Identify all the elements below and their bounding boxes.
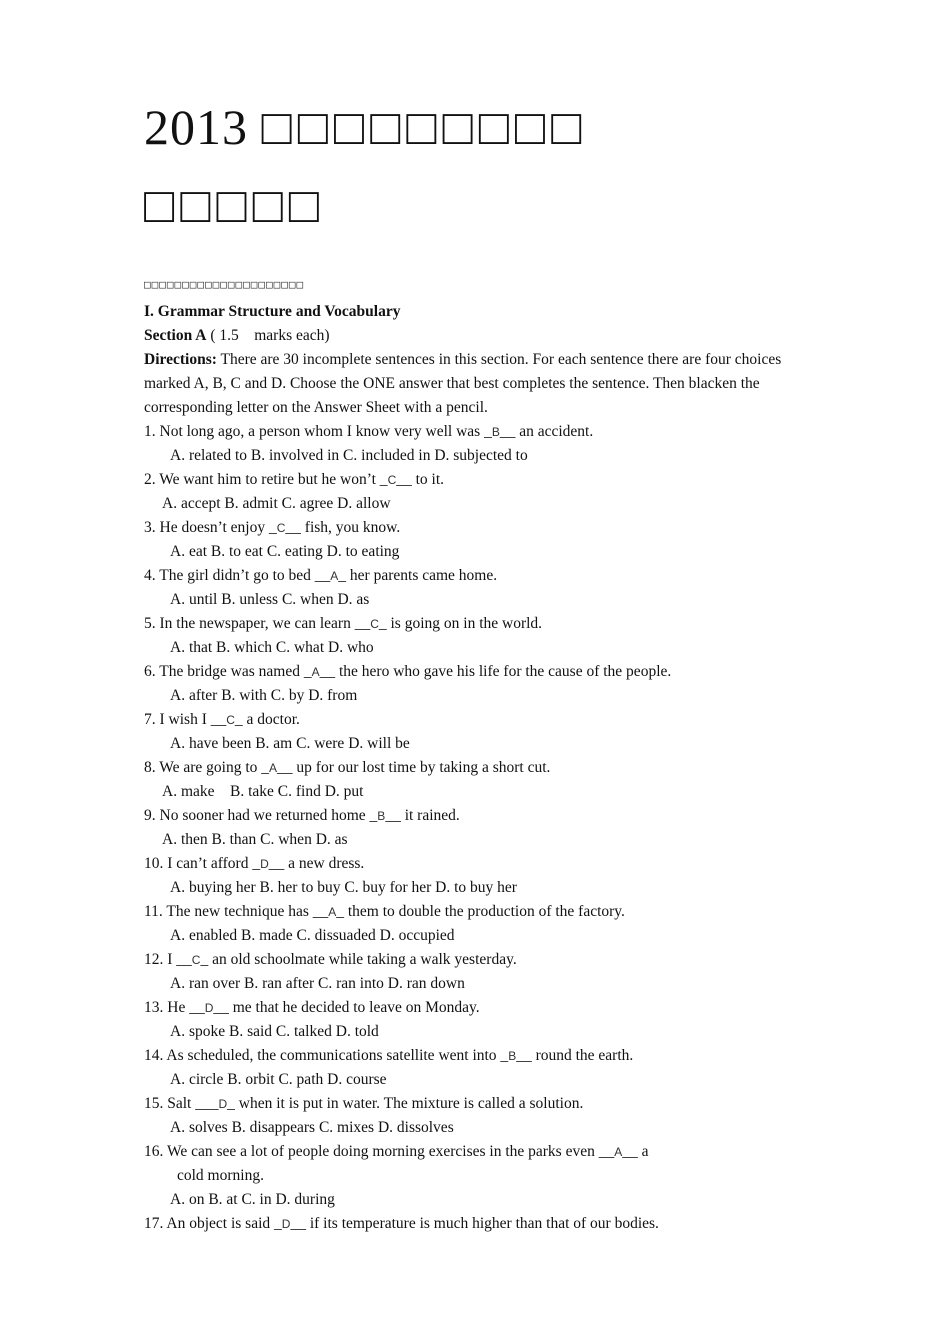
- question-text-after: __ to it.: [396, 471, 445, 488]
- question-17: [144, 1212, 804, 1236]
- question-item: [144, 804, 804, 828]
- question-options: A. accept B. admit C. agree D. allow: [162, 495, 391, 512]
- question-text: 9. No sooner had we returned home _: [144, 807, 378, 824]
- answer-letter: C: [276, 521, 286, 535]
- question-text: 1. Not long ago, a person whom I know very well was _: [144, 423, 492, 440]
- question-text-after: _ an old schoolmate while taking a walk yesterday.: [200, 951, 517, 968]
- question-options: A. enabled B. made C. dissuaded D. occupied: [170, 927, 455, 944]
- question-text: 13. He __: [144, 999, 205, 1016]
- question-text-after: __ if its temperature is much higher than that of our bodies.: [290, 1215, 659, 1232]
- question-options: A. have been B. am C. were D. will be: [170, 735, 410, 752]
- question-options: A. circle B. orbit C. path D. course: [170, 1071, 387, 1088]
- question-options: A. related to B. involved in C. included in D. subjected to: [170, 447, 528, 464]
- question-text-after: __ a: [622, 1143, 649, 1160]
- page-title: [144, 88, 844, 244]
- answer-letter: C: [191, 953, 201, 967]
- question-text: 15. Salt ___: [144, 1095, 219, 1112]
- question-options: A. solves B. disappears C. mixes D. dissolves: [170, 1119, 454, 1136]
- question-text-after: _ her parents came home.: [338, 567, 498, 584]
- question-text-after: __ an accident.: [499, 423, 594, 440]
- answer-letter: A: [614, 1145, 623, 1159]
- question-text-after: _ them to double the production of the factory.: [336, 903, 625, 920]
- question-text: 8. We are going to _: [144, 759, 270, 776]
- question-options: A. spoke B. said C. talked D. told: [170, 1023, 379, 1040]
- question-text-after: __ up for our lost time by taking a short cut.: [277, 759, 551, 776]
- answer-letter: B: [377, 809, 386, 823]
- question-text-after: _ when it is put in water. The mixture is called a solution.: [227, 1095, 584, 1112]
- question-options: A. ran over B. ran after C. ran into D. ran down: [170, 975, 465, 992]
- question-text: 2. We want him to retire but he won’t _: [144, 471, 388, 488]
- answer-letter: D: [281, 1217, 291, 1231]
- section-a-label: Section A: [144, 327, 207, 344]
- answer-letter: B: [508, 1049, 517, 1063]
- question-text-after: __ fish, you know.: [285, 519, 401, 536]
- question-text-after: __ it rained.: [385, 807, 460, 824]
- question-item: [144, 1092, 804, 1116]
- answer-letter: C: [387, 473, 397, 487]
- section-heading: I. Grammar Structure and Vocabulary: [144, 303, 401, 320]
- question-options: A. until B. unless C. when D. as: [170, 591, 370, 608]
- question-text: 7. I wish I __: [144, 711, 227, 728]
- question-text: 3. He doesn’t enjoy _: [144, 519, 277, 536]
- answer-letter: D: [218, 1097, 228, 1111]
- directions-text: There are 30 incomplete sentences in this section. For each sentence there are four choices marked A, B, C and D. Choose the ONE answer that best completes the sentence. Then blacken the corresponding letter on the Answer Sheet with a pencil.: [144, 351, 782, 416]
- question-item: [144, 660, 804, 684]
- question-item: [144, 1044, 804, 1068]
- directions: [144, 348, 804, 420]
- question-item: [144, 756, 804, 780]
- question-text: 14. As scheduled, the communications satellite went into _: [144, 1047, 509, 1064]
- exam-content: [144, 300, 804, 1236]
- question-text: 6. The bridge was named _: [144, 663, 312, 680]
- question-item: [144, 468, 804, 492]
- question-text-after: _ is going on in the world.: [378, 615, 543, 632]
- answer-letter: A: [330, 569, 339, 583]
- question-item: [144, 612, 804, 636]
- question-16: [144, 1140, 804, 1164]
- question-text: 17. An object is said _: [144, 1215, 282, 1232]
- question-item: [144, 948, 804, 972]
- question-text-after: _ a doctor.: [234, 711, 300, 728]
- question-item: [144, 708, 804, 732]
- title-line1-glyphs: □□□□□□□□□: [261, 99, 588, 155]
- answer-letter: A: [311, 665, 320, 679]
- title-line2-glyphs: □□□□□: [144, 177, 326, 233]
- question-item: [144, 564, 804, 588]
- question-text-after: __ the hero who gave his life for the cause of the people.: [319, 663, 672, 680]
- answer-letter: B: [491, 425, 500, 439]
- question-options: A. make B. take C. find D. put: [162, 783, 364, 800]
- answer-letter: A: [269, 761, 278, 775]
- question-item: [144, 900, 804, 924]
- answer-letter: C: [370, 617, 379, 631]
- answer-letter: A: [328, 905, 337, 919]
- question-16-options: A. on B. at C. in D. during: [170, 1191, 335, 1208]
- answer-letter: D: [204, 1001, 214, 1015]
- answer-letter: C: [226, 713, 235, 727]
- question-text-after: __ me that he decided to leave on Monday.: [213, 999, 480, 1016]
- section-a-marks: ( 1.5 marks each): [206, 327, 330, 344]
- question-item: [144, 516, 804, 540]
- subtitle-glyphs: □□□□□□□□□□□□□□□□□□□□□: [144, 278, 305, 291]
- question-item: [144, 996, 804, 1020]
- question-text: 4. The girl didn’t go to bed __: [144, 567, 331, 584]
- question-text: 10. I can’t afford _: [144, 855, 261, 872]
- question-options: A. eat B. to eat C. eating D. to eating: [170, 543, 400, 560]
- question-text: 5. In the newspaper, we can learn __: [144, 615, 371, 632]
- directions-label: Directions:: [144, 351, 217, 368]
- question-item: [144, 852, 804, 876]
- question-options: A. after B. with C. by D. from: [170, 687, 358, 704]
- question-text: 11. The new technique has __: [144, 903, 329, 920]
- question-text: 12. I __: [144, 951, 192, 968]
- question-text: 16. We can see a lot of people doing morning exercises in the parks even __: [144, 1143, 615, 1160]
- question-item: [144, 420, 804, 444]
- question-options: A. then B. than C. when D. as: [162, 831, 348, 848]
- question-options: A. that B. which C. what D. who: [170, 639, 374, 656]
- section-a-line: [144, 324, 804, 348]
- question-text-after: __ round the earth.: [516, 1047, 634, 1064]
- title-year: 2013: [144, 99, 248, 155]
- answer-letter: D: [260, 857, 269, 871]
- question-list: [144, 420, 804, 1140]
- question-text-after: __ a new dress.: [268, 855, 365, 872]
- question-options: A. buying her B. her to buy C. buy for her D. to buy her: [170, 879, 517, 896]
- question-16-continuation: cold morning.: [177, 1167, 264, 1184]
